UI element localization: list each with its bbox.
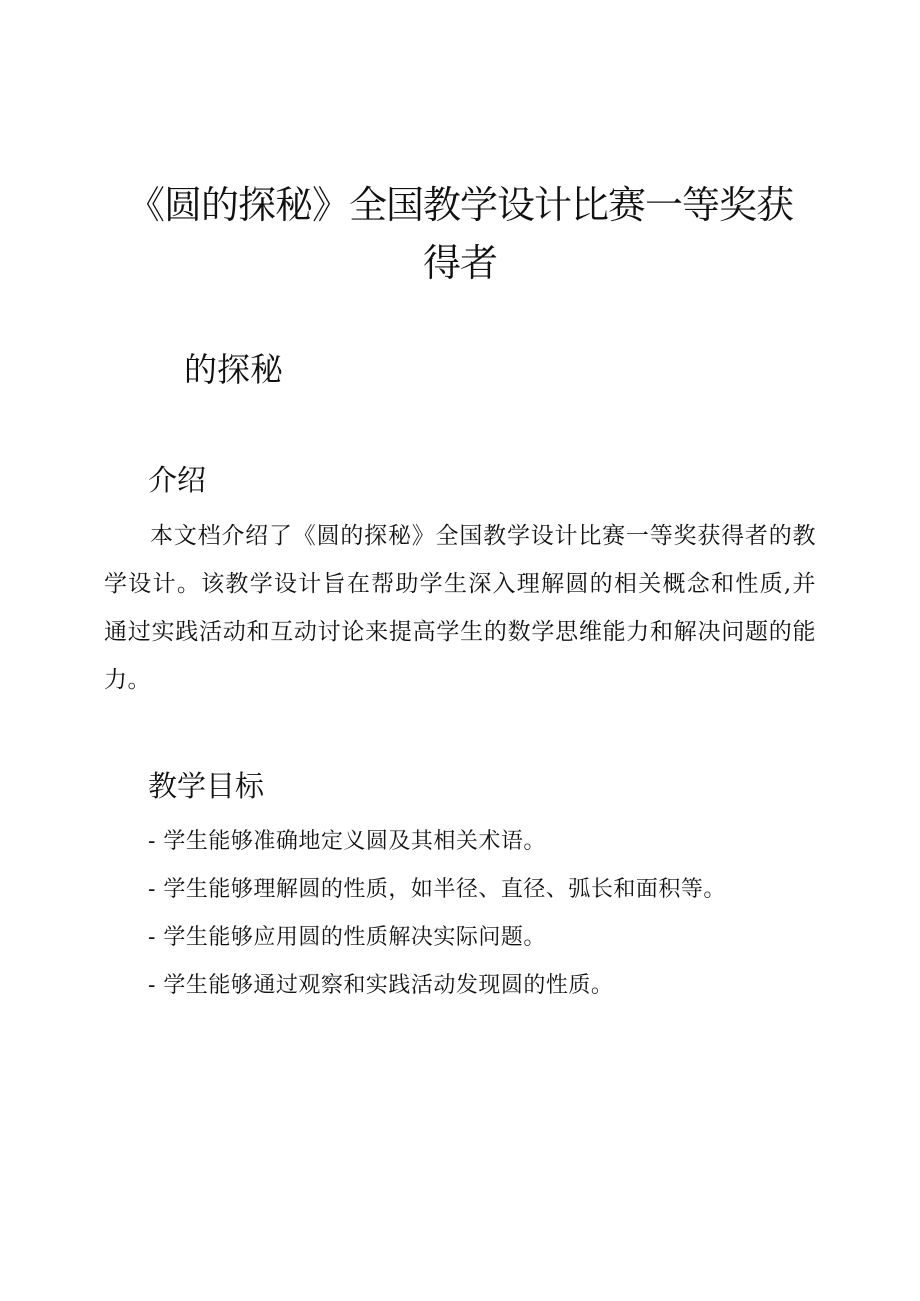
goals-list	[148, 818, 726, 1010]
goal-item: - 学生能够准确地定义圆及其相关术语。	[148, 829, 546, 854]
goals-heading: 教学目标	[148, 769, 265, 803]
document-subtitle: 的探秘	[184, 350, 283, 389]
goal-item: - 学生能够通过观察和实践活动发现圆的性质。	[148, 973, 614, 998]
intro-paragraph: 本文档介绍了《圆的探秘》全国教学设计比赛一等奖获得者的教学设计。该教学设计旨在帮助学生深入理解圆的相关概念和性质,并通过实践活动和互动讨论来提高学生的数学思维能力和解决问题的能力。	[104, 523, 816, 693]
goal-item: - 学生能够理解圆的性质，如半径、直径、弧长和面积等。	[148, 877, 726, 902]
document-title: 《圆的探秘》全国教学设计比赛一等奖获得者	[126, 183, 793, 285]
goal-item: - 学生能够应用圆的性质解决实际问题。	[148, 925, 546, 950]
intro-heading: 介绍	[148, 463, 207, 497]
